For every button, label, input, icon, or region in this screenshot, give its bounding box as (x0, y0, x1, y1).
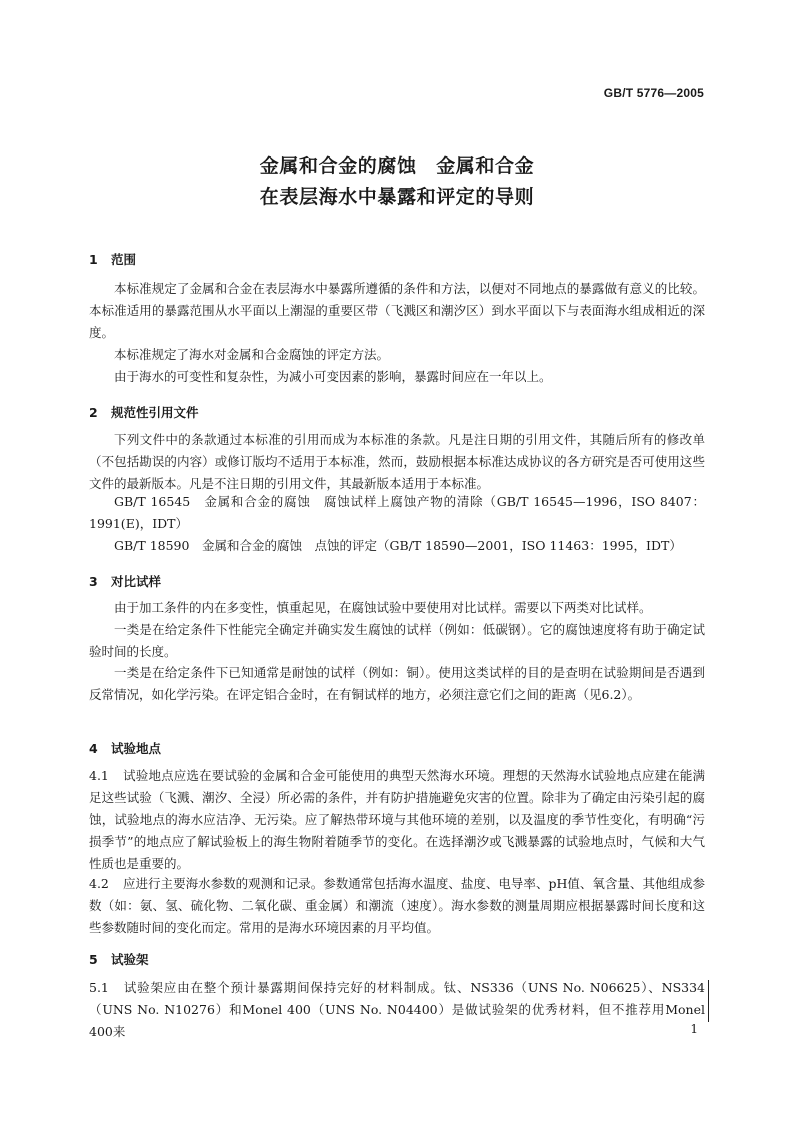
document-title-line-2: 在表层海水中暴露和评定的导则 (259, 186, 535, 208)
paragraph: 一类是在给定条件下已知通常是耐蚀的试样（例如：铜）。使用这类试样的目的是查明在试验期间是否遇到反常情况，如化学污染。在评定铝合金时，在有铜试样的地方，必须注意它们之间的距离（见6.2）。 (89, 665, 705, 702)
clause-text: 应进行主要海水参数的观测和记录。参数通常包括海水温度、盐度、电导率、pH值、氧含量、其他组成参数（如：氨、氢、硫化物、二氧化碳、重金属）和潮流（速度）。海水参数的测量周期应根据暴露时间长度和这些参数随时间的变化而定。常用的是海水环境因素的月平均值。 (89, 876, 705, 935)
paragraph: 下列文件中的条款通过本标准的引用而成为本标准的条款。凡是注日期的引用文件，其随后所有的修改单（不包括勘误的内容）或修订版均不适用于本标准，然而，鼓励根据本标准达成协议的各方研究是否可使用这些文件的最新版本。凡是不注日期的引用文件，其最新版本适用于本标准。 (89, 432, 705, 491)
paragraph: 本标准规定了海水对金属和合金腐蚀的评定方法。 (114, 347, 390, 362)
section-title: 对比试样 (111, 574, 162, 589)
document-title-line-1: 金属和合金的腐蚀 金属和合金 (259, 155, 535, 177)
section-number: 5 (89, 952, 98, 967)
section-number: 4 (89, 741, 98, 756)
section-number: 2 (89, 405, 98, 420)
section-title: 试验架 (111, 952, 149, 967)
paragraph: 一类是在给定条件下性能完全确定并确实发生腐蚀的试样（例如：低碳钢）。它的腐蚀速度将有助于确定试验时间的长度。 (89, 622, 705, 659)
change-bar (708, 980, 709, 1022)
reference-entry: GB/T 16545 金属和合金的腐蚀 腐蚀试样上腐蚀产物的清除（GB/T 16545—1996，ISO 8407：1991(E)，IDT） (89, 494, 705, 531)
clause-text: 试验地点应选在要试验的金属和合金可能使用的典型天然海水环境。理想的天然海水试验地点应建在能满足这些试验（飞溅、潮汐、全浸）所必需的条件，并有防护措施避免灾害的位置。除非为了确定由污染引起的腐蚀，试验地点的海水应洁净、无污染。应了解热带环境与其他环境的差别，以及温度的季节性变化，有明确“污损季节”的地点应了解试验板上的海生物附着随季节的变化。在选择潮汐或飞溅暴露的试验地点时，气候和大气性质也是重要的。 (89, 768, 705, 871)
clause-4-2 (89, 873, 705, 939)
paragraph: 由于加工条件的内在多变性，慎重起见，在腐蚀试验中要使用对比试样。需要以下两类对比试样。 (114, 600, 652, 615)
standard-code: GB/T 5776—2005 (603, 86, 704, 100)
section-2-heading (89, 403, 199, 421)
clause-number: 4.2 (89, 876, 109, 891)
section-5-heading (89, 950, 149, 968)
clause-number: 4.1 (89, 768, 109, 783)
clause-text: 试验架应由在整个预计暴露期间保持完好的材料制成。钛、NS336（UNS No. N06625）、NS334（UNS No. N10276）和Monel 400（UNS No. N04400）是做试验架的优秀材料，但不推荐用Monel 400来 (89, 980, 705, 1039)
reference-entry: GB/T 18590 金属和合金的腐蚀 点蚀的评定（GB/T 18590—2001，ISO 11463：1995，IDT） (114, 538, 682, 553)
section-number: 3 (89, 574, 98, 589)
section-title: 规范性引用文件 (111, 405, 199, 420)
section-1-heading (89, 250, 136, 268)
clause-5-1 (89, 977, 705, 1043)
paragraph: 本标准规定了金属和合金在表层海水中暴露所遵循的条件和方法，以便对不同地点的暴露做有意义的比较。本标准适用的暴露范围从水平面以上潮湿的重要区带（飞溅区和潮汐区）到水平面以下与表面海水组成相近的深度。 (89, 281, 705, 340)
section-3-heading (89, 572, 161, 590)
clause-number: 5.1 (89, 980, 109, 995)
page-number: 1 (690, 1022, 698, 1036)
section-title: 试验地点 (111, 741, 162, 756)
section-number: 1 (89, 252, 98, 267)
section-title: 范围 (111, 252, 137, 267)
section-4-heading (89, 739, 161, 757)
clause-4-1 (89, 765, 705, 875)
paragraph: 由于海水的可变性和复杂性，为减小可变因素的影响，暴露时间应在一年以上。 (114, 369, 552, 384)
